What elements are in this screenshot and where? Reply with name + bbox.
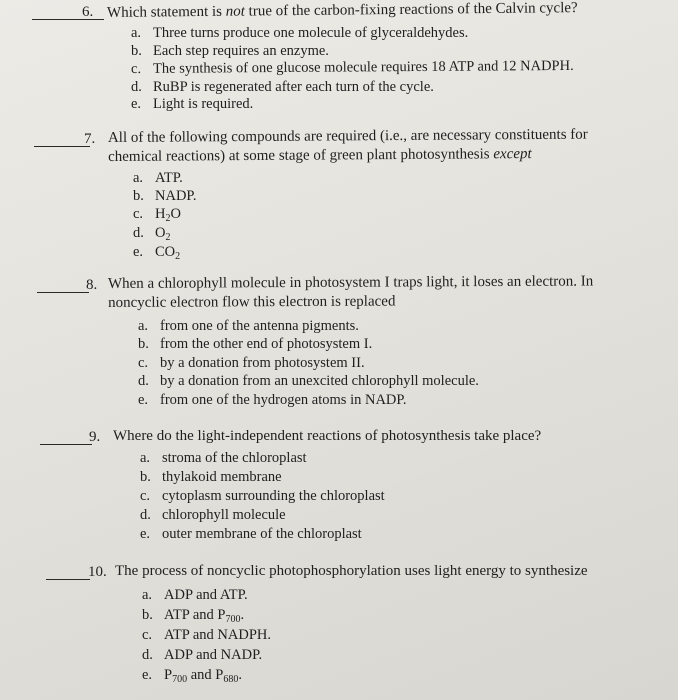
choice-10a[interactable]: a. ADP and ATP. [142, 587, 248, 603]
question-number-7: 7. [84, 131, 96, 147]
question-number-6: 6. [82, 4, 94, 20]
choice-8e[interactable]: e. from one of the hydrogen atoms in NADP. [138, 392, 407, 408]
question-number-10: 10. [88, 564, 107, 580]
answer-blank-8[interactable] [37, 292, 89, 293]
question-stem-10: The process of noncyclic photophosphorylation uses light energy to synthesize [115, 563, 588, 579]
choice-8d[interactable]: d. by a donation from an unexcited chlorophyll molecule. [138, 373, 479, 389]
choice-9e[interactable]: e. outer membrane of the chloroplast [140, 526, 362, 542]
choice-6b[interactable]: b. Each step requires an enzyme. [131, 43, 329, 59]
question-stem-9: Where do the light-independent reactions of photosynthesis take place? [113, 428, 542, 444]
choice-6a[interactable]: a. Three turns produce one molecule of glyceraldehydes. [131, 25, 469, 41]
choice-7b[interactable]: b. NADP. [133, 188, 197, 204]
choice-10d[interactable]: d. ADP and NADP. [142, 647, 263, 663]
choice-10e[interactable]: e. $P_{700}$ and $P_{680}$. [142, 667, 242, 685]
question-stem-6: Which statement is not true of the carbon-fixing reactions of the Calvin cycle? [106, 0, 578, 21]
answer-blank-7[interactable] [34, 146, 90, 147]
choice-7c[interactable]: c. $H_2O$ [133, 206, 181, 224]
question-number-9: 9. [89, 429, 101, 445]
choice-6c[interactable]: c. The synthesis of one glucose molecule requires 18 ATP and 12 NADPH. [130, 57, 574, 77]
choice-8c[interactable]: c. by a donation from photosystem II. [138, 355, 365, 371]
choice-7d[interactable]: d. $O_2$ [133, 225, 171, 243]
question-number-8: 8. [86, 277, 98, 293]
choice-10c[interactable]: c. ATP and NADPH. [142, 627, 272, 643]
choice-10b[interactable]: b. ATP and $P_{700}$. [142, 607, 245, 625]
choice-7a[interactable]: a. ATP. [133, 170, 183, 186]
choice-9d[interactable]: d. chlorophyll molecule [140, 507, 286, 523]
choice-6d[interactable]: d. RuBP is regenerated after each turn of the cycle. [131, 79, 434, 95]
choice-9b[interactable]: b. thylakoid membrane [140, 469, 282, 485]
choice-7e[interactable]: e. $CO_2$ [133, 244, 181, 262]
answer-blank-9[interactable] [40, 444, 92, 445]
answer-blank-10[interactable] [46, 579, 90, 580]
question-stem-8: When a chlorophyll molecule in photosystem I traps light, it loses an electron. In noncyclic electron flow this electron is replaced [107, 273, 594, 311]
question-stem-7: All of the following compounds are required (i.e., are necessary constituents for chemical reactions) at some stage of green plant photosynthesis except [107, 126, 588, 165]
choice-8a[interactable]: a. from one of the antenna pigments. [138, 318, 359, 334]
choice-9a[interactable]: a. stroma of the chloroplast [140, 450, 307, 466]
choice-8b[interactable]: b. from the other end of photosystem I. [138, 336, 373, 352]
choice-9c[interactable]: c. cytoplasm surrounding the chloroplast [140, 488, 385, 504]
choice-6e[interactable]: e. Light is required. [131, 96, 254, 112]
